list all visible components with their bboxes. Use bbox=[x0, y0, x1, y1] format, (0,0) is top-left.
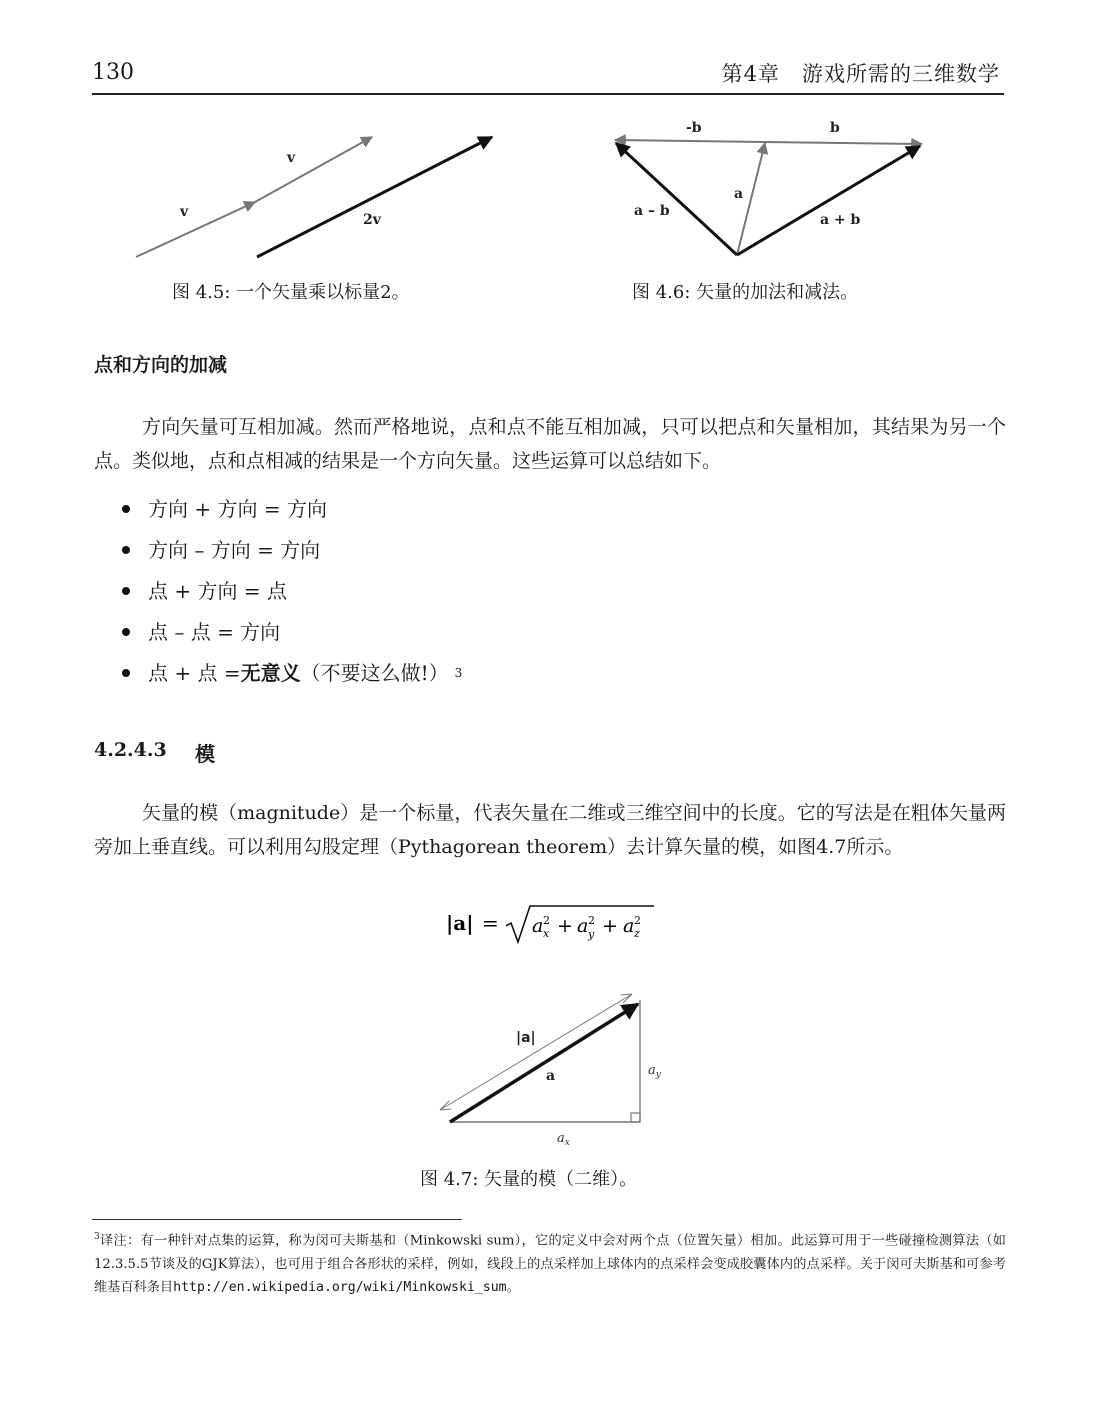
label-a: a bbox=[734, 186, 744, 202]
subsection-title: 模 bbox=[195, 742, 215, 766]
formula-plus-2: + bbox=[602, 915, 618, 937]
formula-sub-y: y bbox=[588, 928, 595, 941]
magnitude-dimension-line bbox=[440, 994, 632, 1110]
formula-lhs: |a| bbox=[446, 911, 474, 935]
svg-text:x bbox=[543, 927, 550, 940]
label-vector-a: a bbox=[546, 1068, 556, 1084]
subsection-paragraph: 矢量的模（magnitude）是一个标量，代表矢量在二维或三维空间中的长度。它的写法是在粗体矢量两旁加上垂直线。可以利用勾股定理（Pythagorean theorem）去计算矢量的模，如图4.7所示。 bbox=[94, 802, 1006, 858]
svg-text:z bbox=[633, 927, 640, 940]
bullet-icon bbox=[122, 546, 130, 554]
bullet-icon bbox=[122, 669, 130, 677]
header-rule bbox=[92, 93, 1004, 95]
formula-sq-z: 2 bbox=[634, 914, 641, 927]
vector-a bbox=[450, 1004, 638, 1122]
svg-text:ay bbox=[648, 1063, 662, 1080]
label-magnitude: |a| bbox=[516, 1030, 536, 1046]
vector-a-plus-b bbox=[737, 146, 920, 255]
bullet-icon bbox=[122, 628, 130, 636]
svg-text:2 bbox=[588, 914, 595, 927]
figure-4-7 bbox=[420, 980, 680, 1150]
formula-ay: a bbox=[577, 915, 589, 937]
formula-sub-x: x bbox=[543, 927, 550, 940]
svg-text:y bbox=[587, 928, 595, 941]
right-angle-mark bbox=[631, 1113, 640, 1122]
footnote-url[interactable]: http://en.wikipedia.org/wiki/Minkowski_sum bbox=[173, 1280, 507, 1296]
svg-text:+ bbox=[557, 915, 573, 937]
list-item: 方向 + 方向 = 方向 bbox=[122, 488, 462, 529]
label-ay: a bbox=[648, 1063, 656, 1078]
label-a-plus-b: a + b bbox=[820, 212, 861, 228]
bullet-suffix: （不要这么做!） bbox=[300, 660, 449, 685]
label-ay-sub: y bbox=[655, 1070, 661, 1080]
vector-v-first bbox=[136, 202, 255, 257]
svg-text:a bbox=[577, 915, 588, 937]
formula-plus-1: + bbox=[557, 915, 573, 937]
label-ax-sub: x bbox=[564, 1138, 570, 1148]
formula-sub-z: z bbox=[634, 927, 640, 940]
svg-text:a bbox=[623, 915, 634, 937]
formula-az: a bbox=[623, 915, 635, 937]
svg-text:+ bbox=[602, 915, 618, 937]
dimension-arrow-end bbox=[621, 994, 632, 1003]
figure-4-6 bbox=[600, 112, 940, 262]
dimension-arrow-start bbox=[440, 1101, 451, 1110]
figure-4-5 bbox=[120, 120, 520, 270]
svg-text:ax bbox=[557, 1131, 570, 1148]
section-paragraph: 方向矢量可互相加减。然而严格地说，点和点不能互相加减，只可以把点和矢量相加，其结果为另一个点。类似地，点和点相减的结果是一个方向矢量。这些运算可以总结如下。 bbox=[94, 416, 1006, 472]
svg-text:2 bbox=[543, 914, 550, 927]
list-item: 方向 – 方向 = 方向 bbox=[122, 529, 462, 570]
figure-4-6-caption: 图 4.6: 矢量的加法和减法。 bbox=[632, 282, 859, 303]
footnote-rule bbox=[92, 1219, 462, 1220]
figure-4-7-caption: 图 4.7: 矢量的模（二维）。 bbox=[420, 1169, 638, 1190]
running-head: 第4章 游戏所需的三维数学 bbox=[721, 62, 1000, 86]
label-v-lower: v bbox=[180, 204, 189, 220]
figure-4-5-caption: 图 4.5: 一个矢量乘以标量2。 bbox=[172, 282, 410, 303]
subsection-number: 4.2.4.3 bbox=[94, 739, 167, 761]
page-number: 130 bbox=[92, 60, 134, 85]
label-neg-b: -b bbox=[686, 120, 702, 136]
bullet-prefix: 点 + 点 = bbox=[148, 660, 241, 685]
list-item bbox=[122, 652, 462, 693]
label-2v: 2v bbox=[363, 212, 381, 228]
footnote-end: 。 bbox=[506, 1280, 520, 1296]
section-title: 点和方向的加减 bbox=[94, 354, 228, 376]
formula-ax: a bbox=[532, 915, 544, 937]
vector-neg-b bbox=[615, 140, 765, 142]
formula-equals: = bbox=[482, 911, 499, 935]
vector-a-minus-b bbox=[616, 143, 737, 255]
vector-v-second bbox=[255, 137, 372, 202]
vector-b bbox=[765, 142, 922, 144]
label-b: b bbox=[830, 120, 840, 136]
footnote-marker: 3 bbox=[94, 1232, 100, 1242]
footnote-text: 译注：有一种针对点集的运算，称为闵可夫斯基和（Minkowski sum），它的定义中会对两个点（位置矢量）相加。此运算可用于一些碰撞检测算法（如12.3.5.5节谈及的GJK算法），也可用于组合各形状的采样，例如，线段上的点采样加上球体内的点采样会变成胶囊体内的点采样。关于闵可夫斯基和可参考维基百科条目 bbox=[94, 1233, 1006, 1296]
formula-sq-y: 2 bbox=[588, 914, 595, 927]
footnote bbox=[94, 1226, 1006, 1300]
bullet-icon bbox=[122, 505, 130, 513]
list-item: 点 + 方向 = 点 bbox=[122, 570, 462, 611]
formula-sq-x: 2 bbox=[543, 914, 550, 927]
bullet-bold-text: 无意义 bbox=[240, 660, 301, 685]
svg-text:2 bbox=[634, 914, 641, 927]
operations-list bbox=[122, 488, 462, 693]
magnitude-formula bbox=[440, 902, 670, 948]
list-item: 点 – 点 = 方向 bbox=[122, 611, 462, 652]
footnote-reference[interactable]: 3 bbox=[454, 665, 463, 680]
label-ax: a bbox=[557, 1131, 565, 1146]
svg-text:a bbox=[532, 915, 543, 937]
bullet-icon bbox=[122, 587, 130, 595]
label-v-upper: v bbox=[287, 150, 296, 166]
label-a-minus-b: a – b bbox=[634, 203, 670, 219]
